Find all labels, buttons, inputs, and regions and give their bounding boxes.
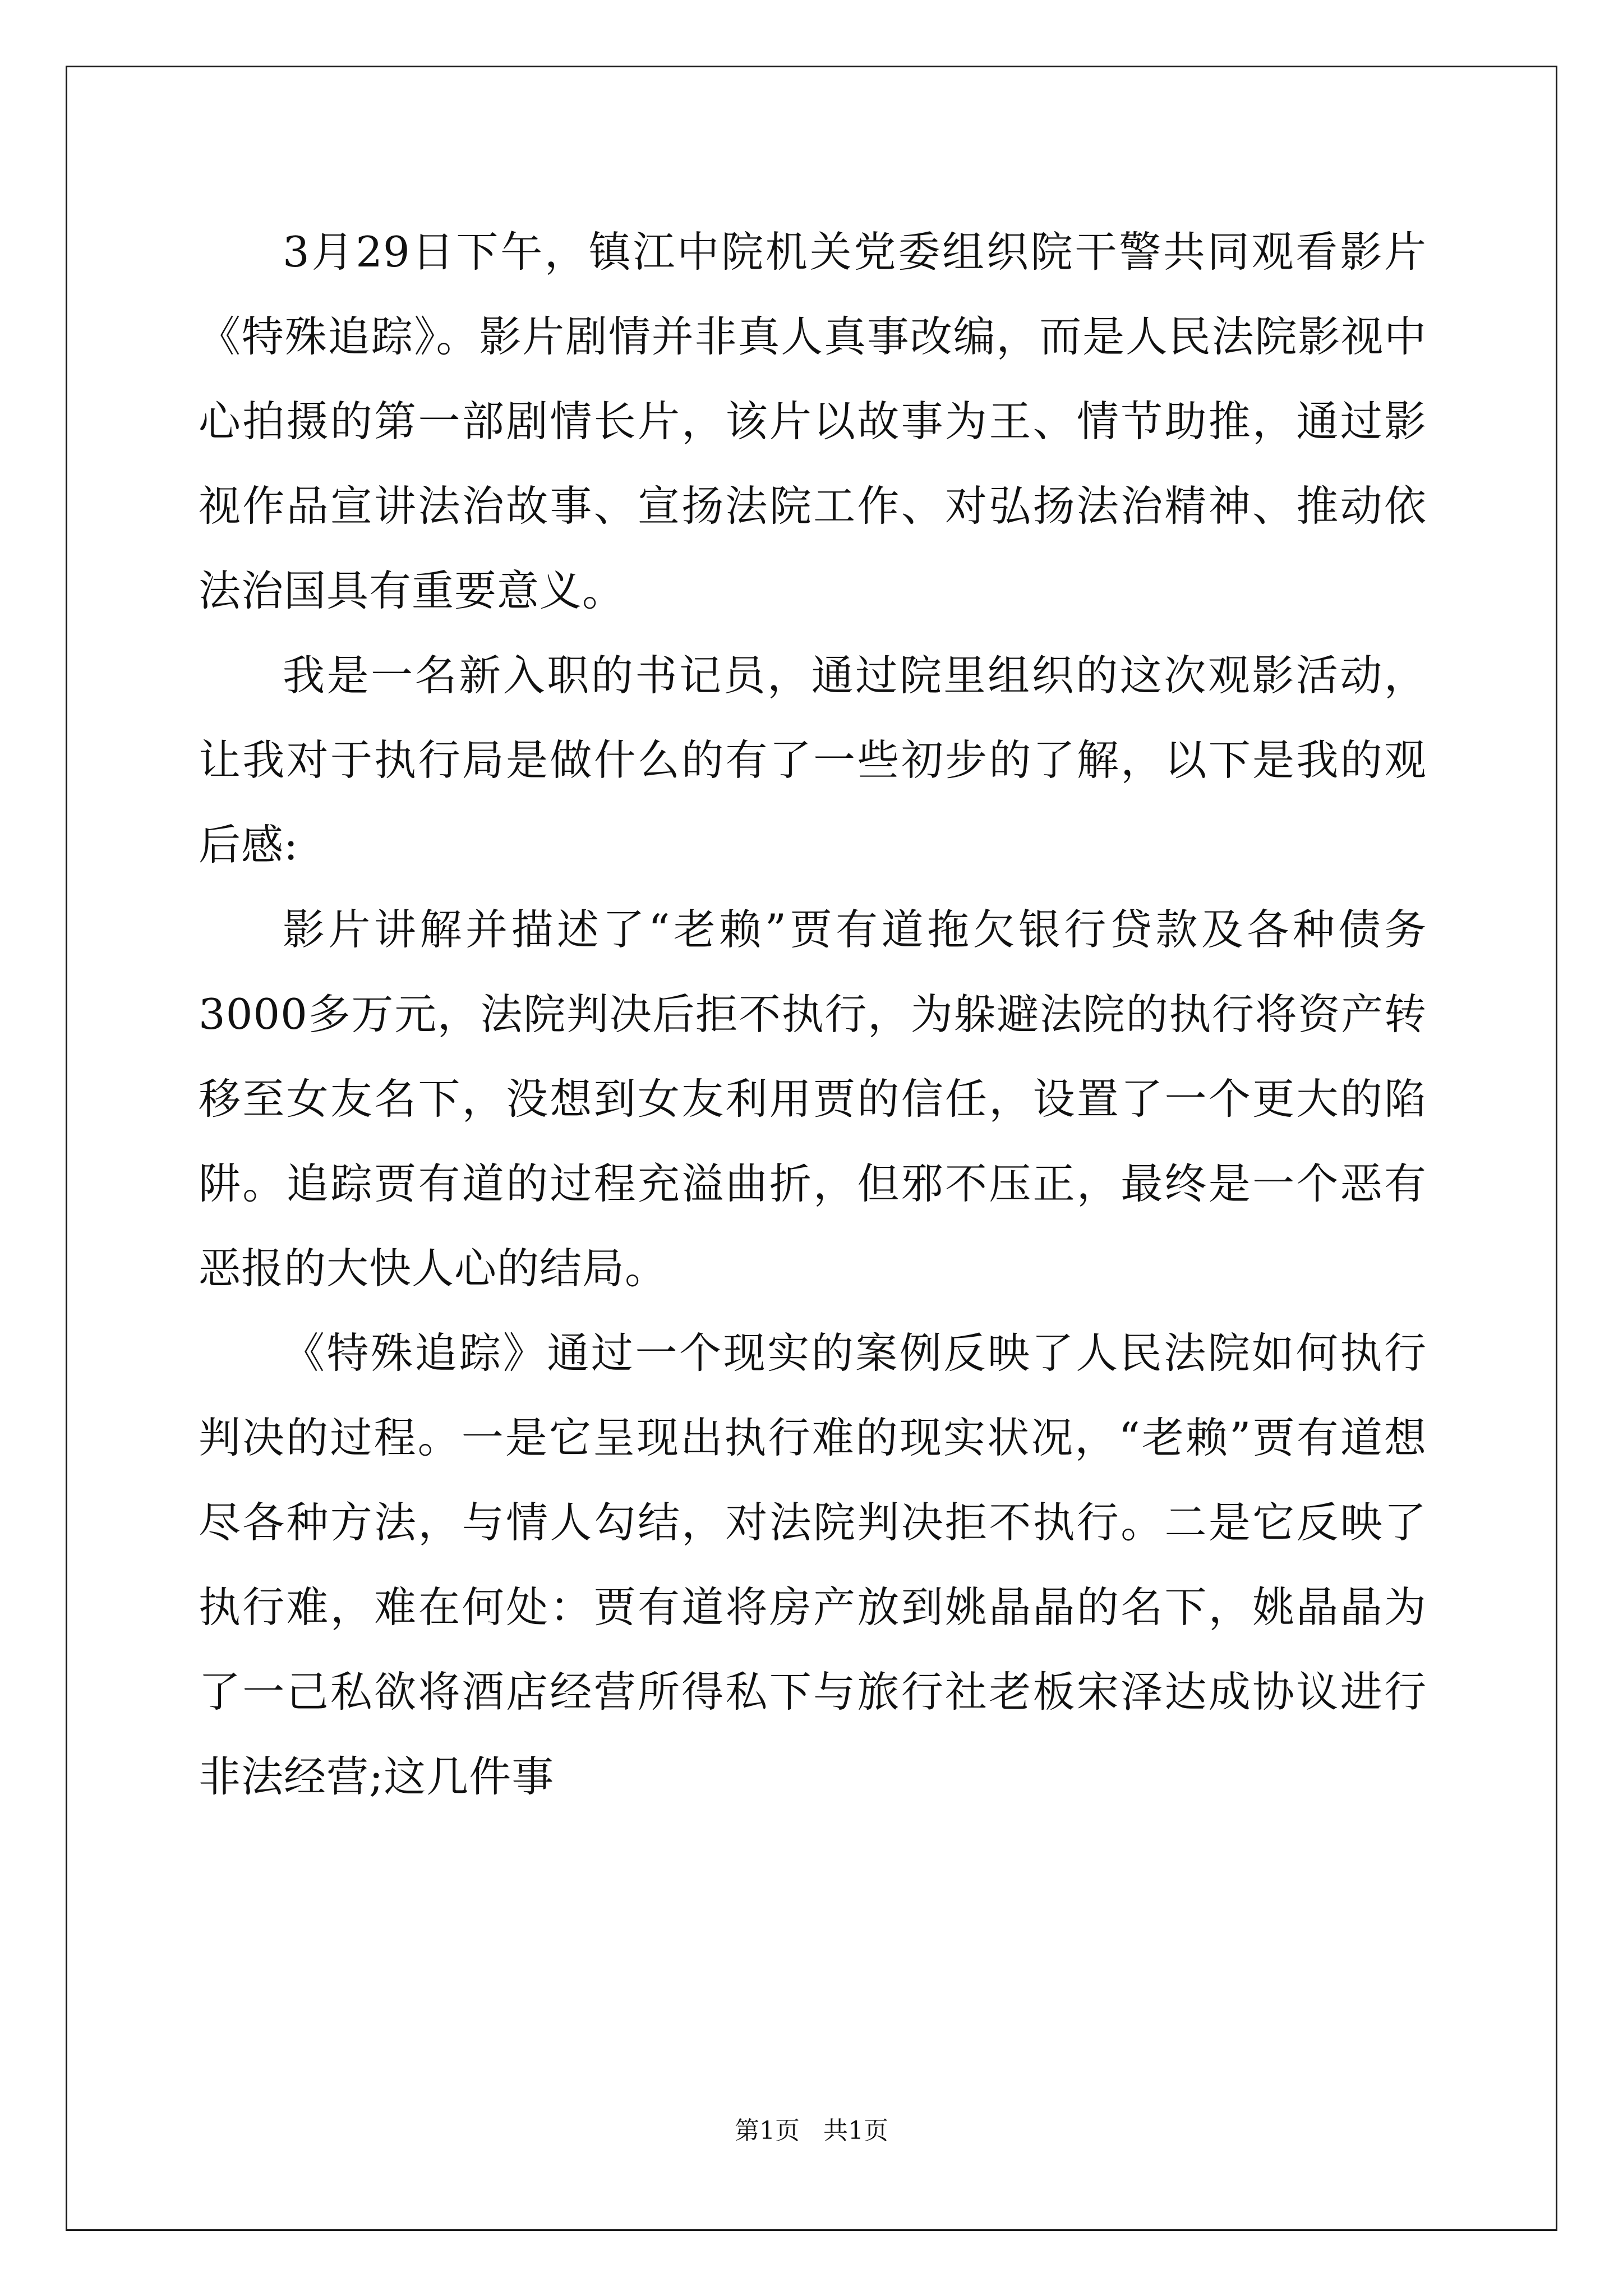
paragraph-4: 《特殊追踪》通过一个现实的案例反映了人民法院如何执行判决的过程。一是它呈现出执行难的现实状况，“老赖”贾有道想尽各种方法，与情人勾结，对法院判决拒不执行。二是它反映了执行难，难在何处：贾有道将房产放到姚晶晶的名下，姚晶晶为了一己私欲将酒店经营所得私下与旅行社老板宋泽达成协议进行非法经营;这几件事 — [199, 1328, 1427, 1801]
paragraph-3: 影片讲解并描述了“老赖”贾有道拖欠银行贷款及各种债务3000多万元，法院判决后拒不执行，为躲避法院的执行将资产转移至女友名下，没想到女友利用贾的信任，设置了一个更大的陷阱。追踪贾有道的过程充溢曲折，但邪不压正，最终是一个恶有恶报的大快人心的结局。 — [199, 905, 1427, 1293]
page-footer: 第1页 共1页 — [735, 2116, 888, 2145]
document-body — [199, 210, 1427, 1819]
paragraph-2: 我是一名新入职的书记员，通过院里组织的这次观影活动，让我对于执行局是做什么的有了一些初步的了解，以下是我的观后感: — [199, 651, 1427, 869]
paragraph-1: 3月29日下午，镇江中院机关党委组织院干警共同观看影片《特殊追踪》。影片剧情并非真人真事改编，而是人民法院影视中心拍摄的第一部剧情长片，该片以故事为王、情节助推，通过影视作品宣讲法治故事、宣扬法院工作、对弘扬法治精神、推动依法治国具有重要意义。 — [199, 227, 1427, 615]
